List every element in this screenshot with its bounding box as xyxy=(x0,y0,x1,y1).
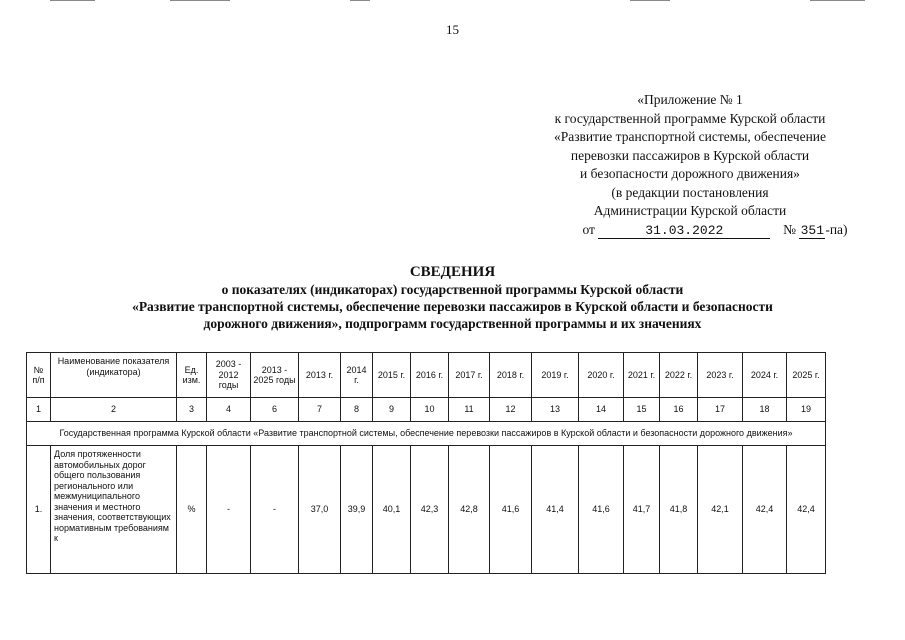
value-cell: 42,3 xyxy=(411,446,449,574)
from-label: от xyxy=(582,221,595,237)
heading-line: дорожного движения», подпрограмм государственной программы и их значениях xyxy=(203,316,702,331)
value-cell: 41,6 xyxy=(579,446,624,574)
value-cell: 42,8 xyxy=(449,446,490,574)
column-number-cell: 16 xyxy=(660,398,698,422)
value-cell: 42,1 xyxy=(698,446,743,574)
value-cell: 41,8 xyxy=(660,446,698,574)
header-cell: Наименование показателя (индикатора) xyxy=(51,353,177,398)
header-cell: 2025 г. xyxy=(787,353,826,398)
document-heading xyxy=(0,264,905,332)
header-cell: 2014 г. xyxy=(341,353,373,398)
column-number-cell: 19 xyxy=(787,398,826,422)
header-cell: 2019 г. xyxy=(532,353,579,398)
value-cell: 42,4 xyxy=(787,446,826,574)
column-number-cell: 6 xyxy=(251,398,299,422)
top-scan-edge xyxy=(20,0,885,1)
appendix-line: к государственной программе Курской области xyxy=(554,110,826,126)
header-cell: 2021 г. xyxy=(624,353,660,398)
header-cell: 2015 г. xyxy=(373,353,411,398)
value-cell: - xyxy=(207,446,251,574)
column-number-cell: 2 xyxy=(51,398,177,422)
value-cell: 41,6 xyxy=(490,446,532,574)
column-number-cell: 9 xyxy=(373,398,411,422)
header-cell: 2017 г. xyxy=(449,353,490,398)
page-number: 15 xyxy=(446,22,459,37)
value-cell: 42,4 xyxy=(743,446,787,574)
column-number-cell: 15 xyxy=(624,398,660,422)
header-cell: 2003 - 2012 годы xyxy=(207,353,251,398)
column-number-cell: 1 xyxy=(27,398,51,422)
header-cell: 2020 г. xyxy=(579,353,624,398)
value-cell: 41,4 xyxy=(532,446,579,574)
value-cell: 37,0 xyxy=(299,446,341,574)
heading-title: СВЕДЕНИЯ xyxy=(409,264,496,280)
header-cell: 2018 г. xyxy=(490,353,532,398)
value-cell: 40,1 xyxy=(373,446,411,574)
column-number-cell: 10 xyxy=(411,398,449,422)
appendix-line: перевозки пассажиров в Курской области xyxy=(570,147,810,163)
section-row xyxy=(27,422,826,446)
header-cell: № п/п xyxy=(27,353,51,398)
header-cell: 2023 г. xyxy=(698,353,743,398)
header-cell: 2016 г. xyxy=(411,353,449,398)
decree-number: 351 xyxy=(800,222,825,238)
column-number-cell: 13 xyxy=(532,398,579,422)
appendix-line: (в редакции постановления xyxy=(611,184,769,200)
header-cell: 2022 г. xyxy=(660,353,698,398)
column-number-cell: 18 xyxy=(743,398,787,422)
indicator-name: Доля протяженности автомобильных дорог общего пользования регионального или межмуниципального значения и местного значения, соответствующих нормативным требованиям к xyxy=(51,446,177,574)
appendix-line: «Развитие транспортной системы, обеспечение xyxy=(553,129,827,144)
table-header-row xyxy=(27,353,826,398)
header-cell: 2013 г. xyxy=(299,353,341,398)
column-number-cell: 4 xyxy=(207,398,251,422)
row-number: 1. xyxy=(27,446,51,574)
indicators-table xyxy=(26,352,826,574)
header-cell: Ед. изм. xyxy=(177,353,207,398)
header-cell: 2013 - 2025 годы xyxy=(251,353,299,398)
column-number-cell: 14 xyxy=(579,398,624,422)
column-number-row xyxy=(27,398,826,422)
value-cell: 41,7 xyxy=(624,446,660,574)
column-number-cell: 7 xyxy=(299,398,341,422)
header-cell: 2024 г. xyxy=(743,353,787,398)
column-number-cell: 12 xyxy=(490,398,532,422)
column-number-cell: 8 xyxy=(341,398,373,422)
section-title: Государственная программа Курской области «Развитие транспортной системы, обеспечение перевозки пассажиров в Курской области и безопасности дорожного движения» xyxy=(27,422,826,446)
value-cell: - xyxy=(251,446,299,574)
decree-date-line xyxy=(570,221,860,240)
decree-date: 31.03.2022 xyxy=(598,224,770,239)
appendix-line: Администрации Курской области xyxy=(593,203,787,218)
heading-line: «Развитие транспортной системы, обеспечение перевозки пассажиров в Курской области и безопасности xyxy=(132,299,773,314)
table-row xyxy=(27,446,826,574)
column-number-cell: 3 xyxy=(177,398,207,422)
unit-cell: % xyxy=(177,446,207,574)
appendix-block xyxy=(520,91,860,239)
appendix-line: и безопасности дорожного движения» xyxy=(580,166,800,181)
number-label: № xyxy=(783,221,796,237)
column-number-cell: 17 xyxy=(698,398,743,422)
number-suffix: -па) xyxy=(825,221,848,237)
heading-line: о показателях (индикаторах) государственной программы Курской области xyxy=(221,282,684,297)
column-number-cell: 11 xyxy=(449,398,490,422)
appendix-line: «Приложение № 1 xyxy=(637,92,743,107)
value-cell: 39,9 xyxy=(341,446,373,574)
